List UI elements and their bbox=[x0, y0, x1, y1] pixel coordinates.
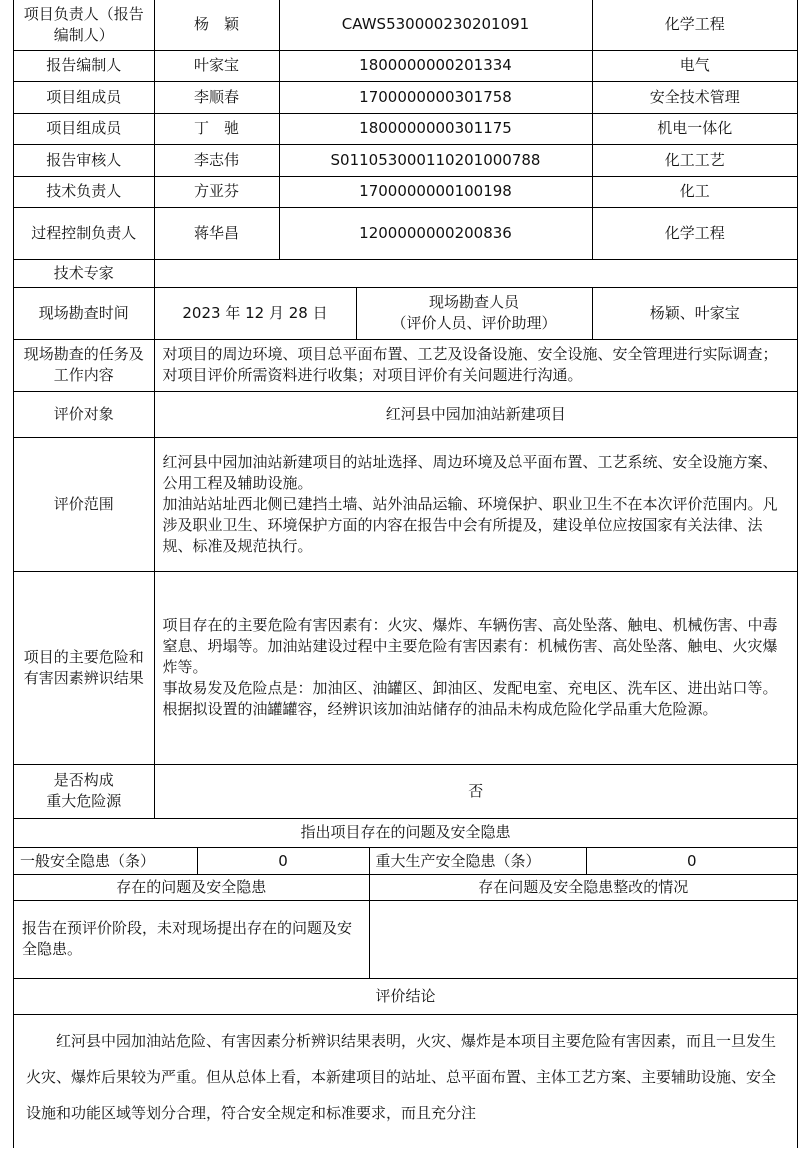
major-hazard-row bbox=[14, 764, 797, 818]
cert-cell: S011053000110201000788 bbox=[279, 144, 592, 176]
cert-cell: 1700000000100198 bbox=[279, 176, 592, 207]
hazards-paragraph: 事故易发及危险点是：加油区、油罐区、卸油区、发配电室、充电区、洗车区、进出站口等。 bbox=[162, 679, 778, 697]
general-issues-label: 一般安全隐患（条） bbox=[14, 848, 197, 875]
scope-value bbox=[154, 437, 797, 571]
issues-table bbox=[14, 819, 797, 876]
scope-label: 评价范围 bbox=[14, 437, 154, 571]
issues-count-row bbox=[14, 848, 797, 875]
scope-paragraph: 红河县中园加油站新建项目的站址选择、周边环境及总平面布置、工艺系统、安全设施方案、公用工程及辅助设施。 bbox=[162, 452, 778, 492]
name-cell: 叶家宝 bbox=[154, 50, 279, 81]
hazards-value bbox=[154, 571, 797, 764]
cert-cell: 1200000000200836 bbox=[279, 207, 592, 259]
conclusion-header: 评价结论 bbox=[14, 978, 797, 1014]
tasks-row bbox=[14, 339, 797, 391]
personnel-row bbox=[14, 176, 797, 207]
name-cell: 方亚芬 bbox=[154, 176, 279, 207]
tasks-value: 对项目的周边环境、项目总平面布置、工艺及设备设施、安全设施、安全管理进行实际调查；对项目评价所需资料进行收集；对项目评价有关问题进行沟通。 bbox=[154, 339, 797, 391]
major-issues-value: 0 bbox=[586, 848, 797, 875]
personnel-row bbox=[14, 113, 797, 144]
survey-staff-label bbox=[356, 287, 592, 339]
cert-cell: 1800000000201334 bbox=[279, 50, 592, 81]
survey-staff-value: 杨颖、叶家宝 bbox=[592, 287, 797, 339]
major-hazard-label-line2: 重大危险源 bbox=[46, 792, 122, 810]
name-cell: 李顺春 bbox=[154, 81, 279, 113]
role-cell: 过程控制负责人 bbox=[14, 207, 154, 259]
issues-header-row bbox=[14, 819, 797, 848]
major-issues-label: 重大生产安全隐患（条） bbox=[369, 848, 586, 875]
expert-label: 技术专家 bbox=[14, 259, 154, 287]
survey-time-value: 2023 年 12 月 28 日 bbox=[154, 287, 356, 339]
major-cell: 安全技术管理 bbox=[592, 81, 797, 113]
survey-row bbox=[14, 287, 797, 339]
name-cell: 李志伟 bbox=[154, 144, 279, 176]
major-hazard-value: 否 bbox=[154, 764, 797, 818]
role-cell: 项目负责人（报告编制人） bbox=[14, 0, 154, 50]
tasks-label: 现场勘查的任务及工作内容 bbox=[14, 339, 154, 391]
conclusion-text: 红河县中园加油站危险、有害因素分析辨识结果表明，火灾、爆炸是本项目主要危险有害因素，而且一旦发生火灾、爆炸后果较为严重。但从总体上看，本新建项目的站址、总平面布置、主体工艺方案、主要辅助设施、安全设施和功能区域等划分合理，符合安全规定和标准要求，而且充分注 bbox=[14, 1014, 797, 1148]
general-issues-value: 0 bbox=[197, 848, 369, 875]
hazards-label: 项目的主要危险和有害因素辨识结果 bbox=[14, 571, 154, 764]
personnel-row bbox=[14, 207, 797, 259]
issues-header: 指出项目存在的问题及安全隐患 bbox=[14, 819, 797, 848]
conclusion-header-row bbox=[14, 978, 797, 1014]
object-row bbox=[14, 391, 797, 437]
major-cell: 电气 bbox=[592, 50, 797, 81]
evaluation-form bbox=[13, 0, 798, 1148]
personnel-row bbox=[14, 0, 797, 50]
expert-row bbox=[14, 259, 797, 287]
survey-staff-label-line1: 现场勘查人员 bbox=[429, 293, 520, 311]
role-cell: 报告编制人 bbox=[14, 50, 154, 81]
personnel-row bbox=[14, 144, 797, 176]
name-cell: 蒋华昌 bbox=[154, 207, 279, 259]
role-cell: 技术负责人 bbox=[14, 176, 154, 207]
major-cell: 机电一体化 bbox=[592, 113, 797, 144]
survey-staff-label-line2: （评价人员、评价助理） bbox=[391, 314, 557, 332]
issues-col1-text: 报告在预评价阶段，未对现场提出存在的问题及安全隐患。 bbox=[14, 900, 369, 978]
personnel-row bbox=[14, 50, 797, 81]
hazards-paragraph: 项目存在的主要危险有害因素有：火灾、爆炸、车辆伤害、高处坠落、触电、机械伤害、中毒窒息、坍塌等。加油站建设过程中主要危险有害因素有：机械伤害、高处坠落、触电、火灾爆炸等。 bbox=[162, 616, 778, 676]
survey-time-label: 现场勘查时间 bbox=[14, 287, 154, 339]
issues-col2-text bbox=[369, 900, 797, 978]
object-label: 评价对象 bbox=[14, 391, 154, 437]
cert-cell: 1800000000301175 bbox=[279, 113, 592, 144]
personnel-row bbox=[14, 81, 797, 113]
issues-detail-table bbox=[14, 875, 797, 1148]
major-hazard-label bbox=[14, 764, 154, 818]
major-cell: 化工工艺 bbox=[592, 144, 797, 176]
scope-paragraph: 加油站站址西北侧已建挡土墙、站外油品运输、环境保护、职业卫生不在本次评价范围内。凡涉及职业卫生、环境保护方面的内容在报告中会有所提及，建设单位应按国家有关法律、法规、标准及规范执行。 bbox=[162, 494, 778, 555]
major-hazard-label-line1: 是否构成 bbox=[53, 771, 114, 789]
name-cell: 杨 颖 bbox=[154, 0, 279, 50]
name-cell: 丁 驰 bbox=[154, 113, 279, 144]
role-cell: 项目组成员 bbox=[14, 113, 154, 144]
hazards-paragraph: 根据拟设置的油罐罐容，经辨识该加油站储存的油品未构成危险化学品重大危险源。 bbox=[162, 700, 718, 718]
expert-value bbox=[154, 259, 797, 287]
cert-cell: 1700000000301758 bbox=[279, 81, 592, 113]
issues-col1-header: 存在的问题及安全隐患 bbox=[14, 875, 369, 900]
major-cell: 化学工程 bbox=[592, 207, 797, 259]
major-cell: 化学工程 bbox=[592, 0, 797, 50]
hazards-row bbox=[14, 571, 797, 764]
issues-columns-row bbox=[14, 875, 797, 900]
scope-row bbox=[14, 437, 797, 571]
cert-cell: CAWS530000230201091 bbox=[279, 0, 592, 50]
evaluation-info-table bbox=[14, 0, 797, 819]
major-cell: 化工 bbox=[592, 176, 797, 207]
issues-col2-header: 存在问题及安全隐患整改的情况 bbox=[369, 875, 797, 900]
role-cell: 报告审核人 bbox=[14, 144, 154, 176]
object-value: 红河县中园加油站新建项目 bbox=[154, 391, 797, 437]
issues-content-row bbox=[14, 900, 797, 978]
conclusion-row bbox=[14, 1014, 797, 1148]
role-cell: 项目组成员 bbox=[14, 81, 154, 113]
